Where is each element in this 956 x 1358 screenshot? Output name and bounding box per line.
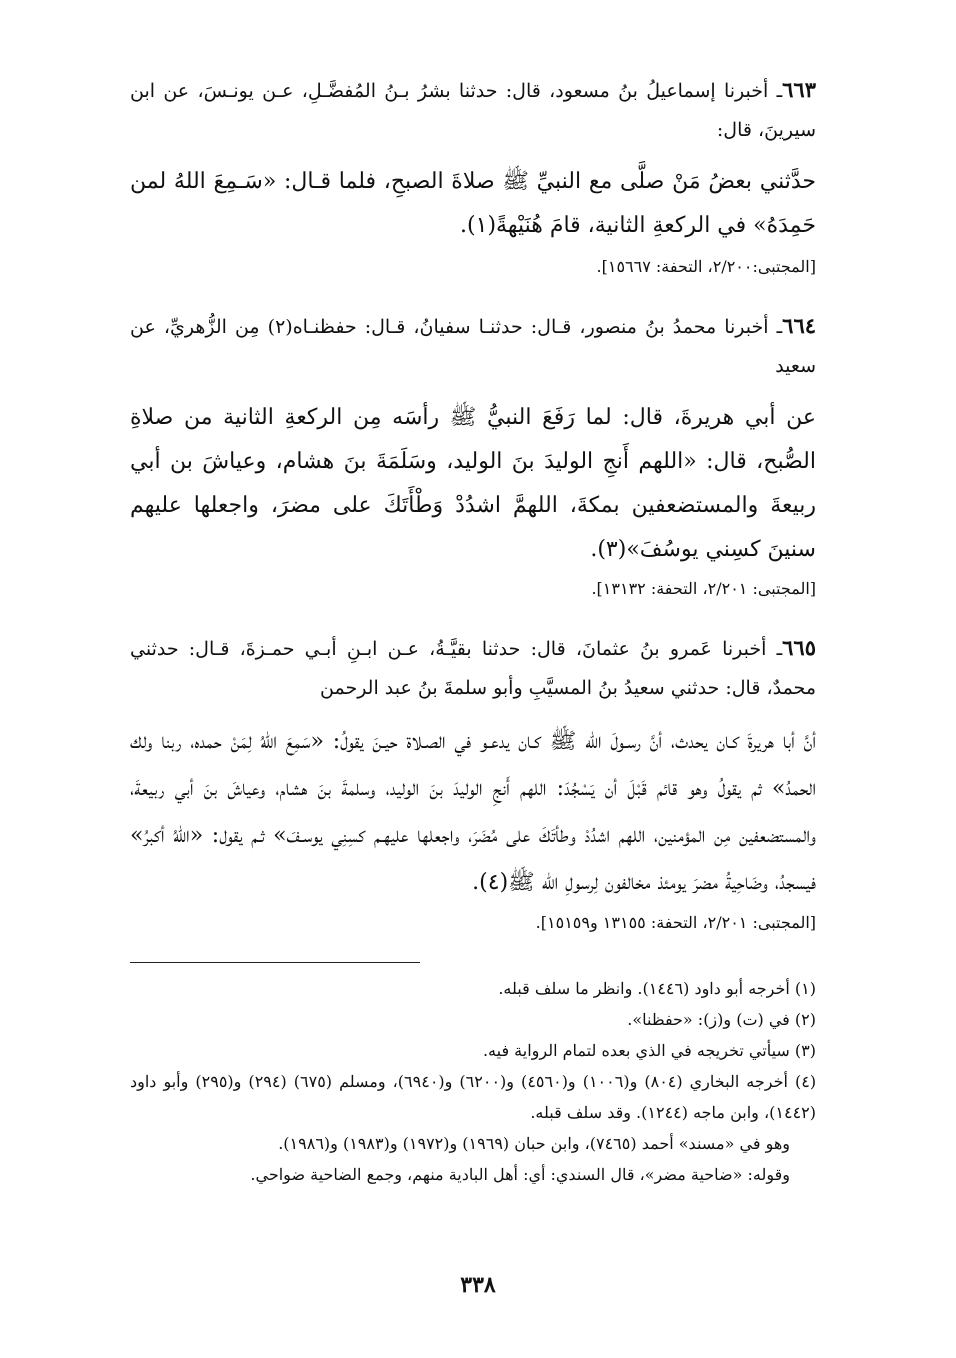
hadith-number: ٦٦٥ [782,635,816,660]
footnote-3: (٣) سيأتي تخريجه في الذي بعده لتمام الرواية فيه. [482,1041,816,1060]
isnad-text: ـ أخبرنا إسماعيلُ بنُ مسعود، قال: حدثنا بشرُ بـنُ المُفضَّـلِ، عـن يونـسَ، عن ابن سيرينَ، قال: [130,80,816,141]
hadith-matn: حدَّثني بعضُ مَنْ صلَّى مع النبيِّ ﷺ صلاةَ الصبحِ، فلما قـال: «سَـمِعَ اللهُ لمن حَمِدَهُ» في الركعةِ الثانية، قامَ هُنَيْهةً(١). [130,169,816,238]
hadith-isnad [130,628,816,708]
hadith-664 [130,306,816,604]
isnad-text: ـ أخبرنا محمدُ بنُ منصور، قـال: حدثنـا سفيانُ، قـال: حفظنـاه(٢) مِن الزُّهريِّ، عن سعيد [130,316,816,377]
footnotes [130,973,816,1190]
isnad-text: ـ أخبرنا عَمرو بنُ عثمانَ، قال: حدثنا بقيَّـةُ، عـن ابـنِ أبـي حمـزةَ، قـال: حدثني محمدٌ، قال: حدثني سعيدُ بنُ المسيَّبِ وأبو سلمةَ بنُ عبد الرحمن [130,638,816,699]
hadith-isnad [130,306,816,386]
footnote-4: (٤) أخرجه البخاري (٨٠٤) و(١٠٠٦) و(٤٥٦٠) و(٦٢٠٠) و(٦٩٤٠)، ومسلم (٦٧٥) (٢٩٤) و(٢٩٥) وأبو داود (١٤٤٢)، وابن ماجه (١٢٤٤). وقد سلف قبله. [130,1072,817,1122]
footnote-2: (٢) في (ت) و(ز): «حفظنا». [627,1010,816,1029]
footnote-4-gloss: وقوله: «ضاحية مضر»، قال السندي: أي: أهل البادية منهم، وجمع الضاحية ضواحي. [250,1165,790,1184]
hadith-matn: عن أبي هريرةَ، قال: لما رَفَعَ النبيُّ ﷺ رأسَه مِن الركعةِ الثانية من صلاةِ الصُّبح، قال: «اللهم أَنجِ الوليدَ بنَ الوليد، وسَلَمَةَ بنَ هشام، وعياشَ بن أبي ربيعةَ والمستضعفين بمكةَ، اللهمَّ اشدُدْ وَطْأَتَكَ على مضرَ، واجعلها عليهم سنينَ كسِني يوسُفَ»(٣). [130,405,816,562]
hadith-reference: [المجتبى: ٢/٢٠١، التحفة: ١٣١٥٥ و١٥١٥٩]. [535,913,816,932]
hadith-isnad [130,70,816,150]
hadith-665 [130,628,816,938]
footnote-1: (١) أخرجه أبو داود (١٤٤٦). وانظر ما سلف قبله. [498,979,816,998]
hadith-reference: [المجتبى:٢/٢٠٠، التحفة: ١٥٦٦٧]. [596,257,816,276]
footnote-divider [130,962,420,963]
hadith-number: ٦٦٣ [782,77,816,102]
hadith-reference: [المجتبى: ٢/٢٠١، التحفة: ١٣١٣٢]. [591,579,816,598]
hadith-matn: أنَّ أبا هريرةَ كـان يحدث، أنَّ رسـولَ الله ﷺ كـان يدعـو في الصـلاة حيـنَ يقولُ: «سَمِعَ اللهُ لِمَنْ حمده، ربنا ولك الحمدُ» ثم يقولُ وهو قائم قَبْلَ أن يَسْجُدَ: اللهم أَنجِ الوليدَ بنَ الوليد، وسلمةَ بنَ هشام، وعياشَ بنَ أبي ربيعةَ، والمستضعفين مِن المؤمنين، اللهم اشدُدْ وطأتَكَ على مُضَرَ، واجعلها عليهـم كسِنِي يوسـفَ» ثـم يقول: «اللهُ أكبرُ» فيسجدُ، وضَاحِيةُ مضرَ يومئذ مخالفون لِرسولِ الله ﷺ(٤). [130,729,816,895]
hadith-663 [130,70,816,282]
page-number: ٣٣٨ [460,1272,496,1298]
hadith-number: ٦٦٤ [782,313,817,338]
footnote-4-continued: وهو في «مسند» أحمد (٧٤٦٥)، وابن حبان (١٩٦٩) و(١٩٧٢) و(١٩٨٣) و(١٩٨٦). [278,1134,790,1153]
